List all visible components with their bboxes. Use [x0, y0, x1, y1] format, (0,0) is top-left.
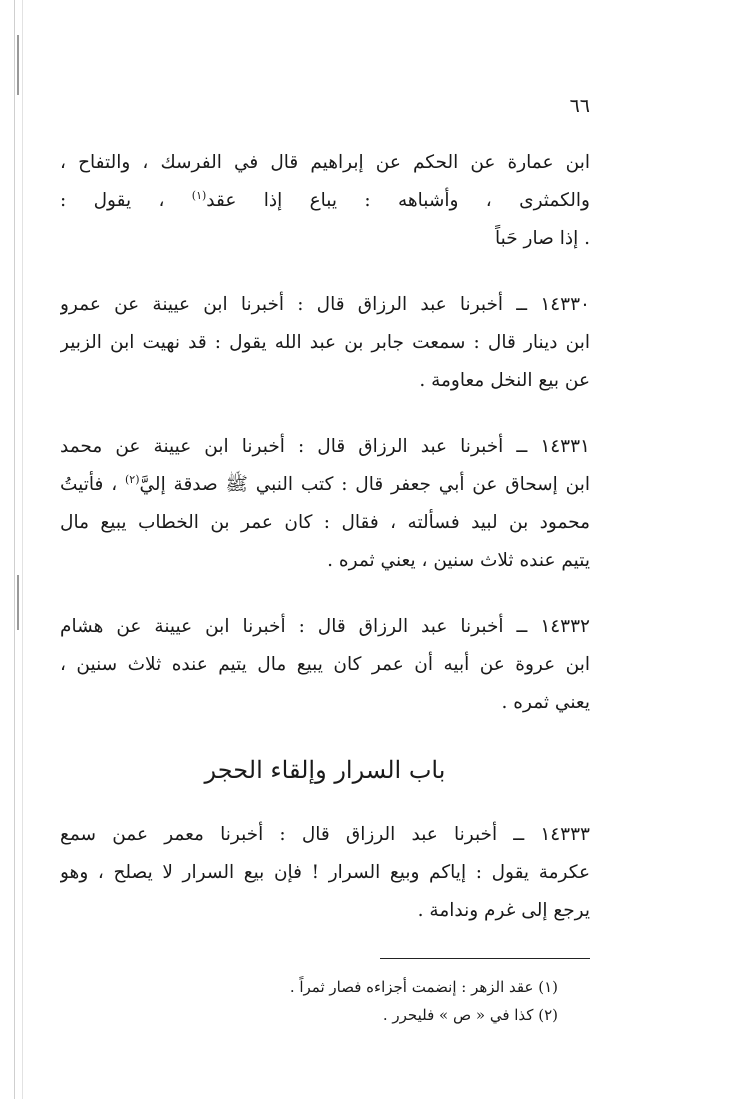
scan-edge-line — [14, 0, 15, 1099]
hadith-14331 — [60, 428, 590, 580]
text-line: محمود بن لبيد فسألته ، فقال : كان عمر بن الخطاب يبيع مال — [60, 512, 590, 533]
text-line: يرجع إلى غرم وندامة . — [417, 900, 590, 921]
page-number: ٦٦ — [569, 95, 590, 117]
text-line — [60, 182, 590, 220]
text-line: ابن دينار قال : سمعت جابر بن عبد الله يقول : قد نهيت ابن الزبير — [60, 332, 590, 353]
footnote-marker-1: (١) — [191, 188, 207, 202]
text-line — [60, 466, 590, 504]
footnote-marker-2: (٢) — [125, 472, 140, 486]
text-line: يتيم عنده ثلاث سنين ، يعني ثمره . — [327, 550, 590, 571]
text-line: ابن عروة عن أبيه أن عمر كان يبيع مال يتيم عنده ثلاث سنين ، — [60, 654, 590, 675]
text-line: ابن عمارة عن الحكم عن إبراهيم قال في الفرسك ، والتفاح ، — [60, 152, 590, 173]
text-line: عكرمة يقول : إياكم وبيع السرار ! فإن بيع السرار لا يصلح ، وهو — [60, 862, 590, 883]
text-segment: ، يقول : — [60, 190, 165, 211]
footnote-divider — [380, 958, 590, 959]
scan-margin-mark — [17, 575, 19, 630]
footnote-1: (١) عقد الزهر : إنضمت أجزاءه فصار ثمراً . — [289, 978, 558, 996]
text-line: ١٤٣٣٠ ــ أخبرنا عبد الرزاق قال : أخبرنا ابن عيينة عن عمرو — [60, 294, 590, 315]
page-body — [60, 92, 590, 1029]
text-line: ١٤٣٣١ ــ أخبرنا عبد الرزاق قال : أخبرنا ابن عيينة عن محمد — [60, 436, 590, 457]
text-segment: ابن إسحاق عن أبي جعفر قال : كتب النبي ﷺ صدقة إليَّ — [139, 474, 590, 495]
text-line: ١٤٣٣٢ ــ أخبرنا عبد الرزاق قال : أخبرنا ابن عيينة عن هشام — [60, 616, 590, 637]
text-line: ١٤٣٣٣ ــ أخبرنا عبد الرزاق قال : أخبرنا معمر عمن سمع — [60, 824, 590, 845]
text-line: عن بيع النخل معاومة . — [419, 370, 590, 391]
scan-edge-line-inner — [22, 0, 23, 1099]
scan-margin-mark — [17, 35, 19, 95]
hadith-14333 — [60, 816, 590, 930]
footnote-2: (٢) كذا في « ص » فليحرر . — [382, 1006, 558, 1024]
chapter-title: باب السرار وإلقاء الحجر — [204, 756, 446, 784]
hadith-14332 — [60, 608, 590, 722]
paragraph-continuation — [60, 144, 590, 258]
text-segment: ، فأتيتُ — [60, 474, 118, 495]
text-segment: والكمثرى ، وأشباهه : يباع إذا عقد — [206, 190, 590, 211]
text-line: . إذا صار حَباً — [495, 228, 590, 249]
text-line: يعني ثمره . — [501, 692, 590, 713]
hadith-14330 — [60, 286, 590, 400]
